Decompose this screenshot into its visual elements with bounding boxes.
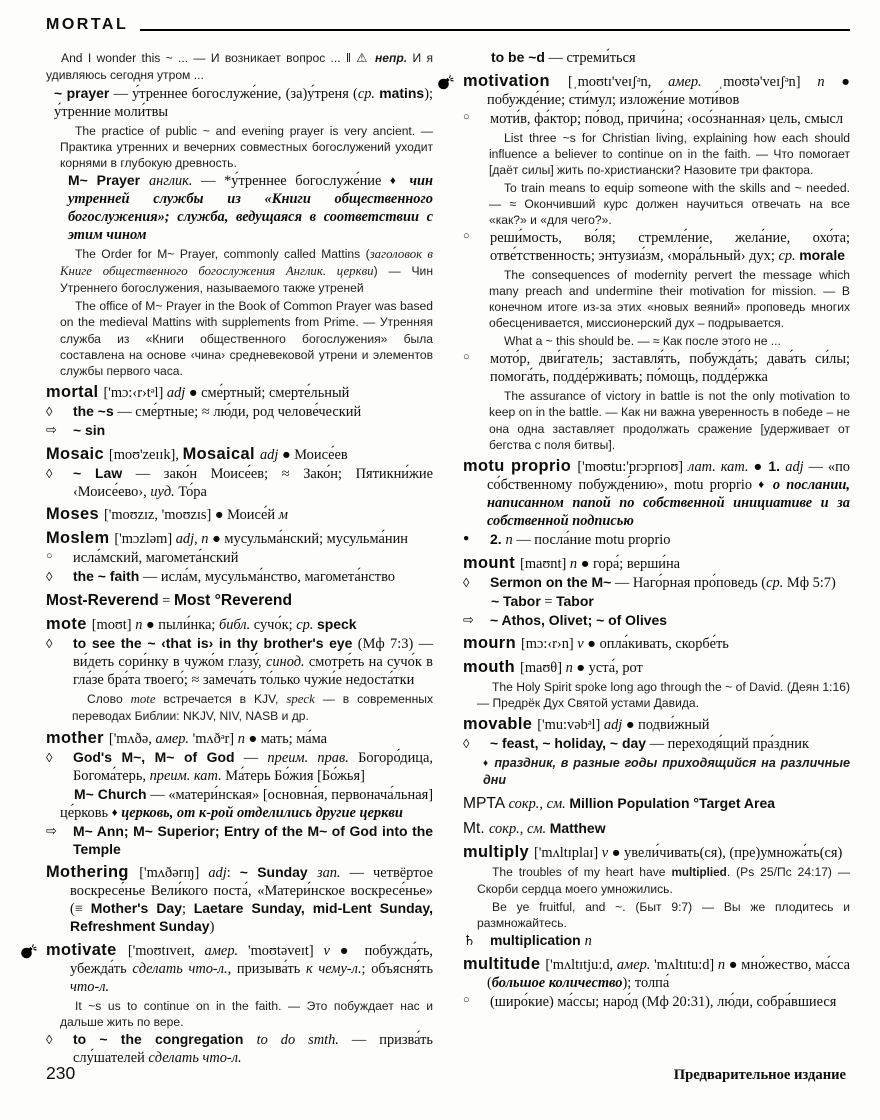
text-segment: ● мать; ма́ма [244, 730, 328, 747]
text-segment: ● [748, 459, 769, 476]
text-segment: ['mʌltɪtju:d, [545, 957, 617, 974]
entry-line [463, 229, 850, 265]
entry-line [46, 591, 433, 610]
entry-line [463, 716, 850, 734]
text-segment: Mosaic [46, 444, 109, 463]
text-segment: Tabor [556, 592, 594, 609]
entry-line [463, 956, 850, 992]
diamond-marker-icon: ◊ [463, 736, 470, 752]
entry-line [46, 50, 433, 83]
text-segment: лат. кат. [688, 459, 749, 476]
text-segment: n [569, 555, 578, 572]
text-segment: v [323, 942, 330, 959]
text-segment: — «матери́нская» [основна́я, первонача́льная] це́рковь [60, 786, 433, 821]
text-segment: mount [463, 553, 521, 572]
diamond-marker-icon: ◊ [46, 404, 53, 420]
text-segment: Million Population °Target Area [569, 795, 775, 812]
entry-line [491, 49, 850, 67]
text-segment: to see the ~ ‹that is› in thy brother's eye [73, 635, 353, 652]
text-segment: n [584, 933, 592, 950]
entry-line [46, 422, 433, 440]
text-segment: ['mʌðə, [108, 730, 156, 747]
entry-line [463, 993, 850, 1011]
text-segment: adj [785, 459, 804, 476]
text-segment: Богоро́дица, Богома́терь, [73, 749, 433, 784]
text-segment: непр. [369, 51, 413, 65]
text-segment: — посла́ние motu proprio [512, 532, 671, 549]
text-segment: — зако́н Моисе́ев; ≈ Зако́н; Пятикни́жие ‹Моисе́ево›, [73, 465, 434, 500]
text-segment: 'mʌltɪtu:d] [650, 957, 718, 974]
guide-word: MORTAL [46, 16, 129, 33]
entry-line [46, 568, 433, 586]
text-segment: Слово [87, 692, 131, 707]
entry-line [46, 730, 433, 748]
entry-line [463, 659, 850, 677]
text-segment: ~ Sunday [239, 864, 317, 881]
entry-line [46, 403, 433, 421]
text-segment: [maʊnt] [520, 555, 570, 572]
text-segment: ● подви́жный [622, 717, 710, 734]
entry-line [60, 298, 433, 378]
text-segment: иуд. [150, 483, 175, 500]
entry-line [60, 123, 433, 171]
text-segment: преим. прав. [267, 749, 349, 766]
text-segment: To train means to equip someone with the skills and ~ needed. — ≈ Окончивший курс должен научиться отвечать на все «как?» и «для чего?». [489, 180, 850, 227]
text-segment: встречается в KJV, [155, 692, 287, 707]
entry-line [463, 350, 850, 386]
diamond-deco-icon: ♦ [483, 758, 490, 770]
text-segment: ) — Чин Утреннего богослужения, называемого также утреней [60, 264, 433, 296]
text-segment: The Order for M~ Prayer, commonly called Mattins ( [75, 247, 370, 262]
text-segment: multiplication [490, 932, 585, 949]
entry-line [463, 819, 850, 838]
text-segment: сделать что-л. [132, 960, 228, 977]
text-segment: праздник, в разные годы приходящийся на различные дни [483, 756, 850, 788]
entry-line [463, 932, 850, 951]
text-segment: — четвёртое воскресе́нье Вели́кого поста́, «Матери́нское воскресе́нье» (≡ [70, 865, 433, 918]
text-segment: — Наго́рная про́поведь ( [611, 574, 767, 591]
text-segment: Mosaical [182, 444, 260, 463]
text-segment: амер. [204, 942, 239, 959]
entry-line [477, 899, 850, 931]
entry-line [46, 446, 433, 464]
text-segment: multiply [463, 843, 534, 862]
diamond-marker-icon: ◊ [46, 749, 53, 765]
text-segment: что-л. [70, 978, 110, 995]
entry-line [477, 864, 850, 897]
text-segment: Moslem [46, 528, 115, 547]
text-segment: То́ра [174, 483, 207, 500]
text-segment: ср. [357, 85, 376, 102]
text-segment: mote [130, 692, 156, 707]
text-segment: — [234, 749, 268, 766]
bomb-icon [437, 74, 455, 95]
text-segment: . (Ps 25/Пс 24:17) — Скорби сердца моего умножились. [477, 865, 850, 896]
entry-line [68, 172, 433, 244]
text-segment: Most °Reverend [173, 592, 292, 610]
text-segment: M~ Prayer [68, 172, 149, 189]
text-segment: И я удивляюсь сегодня утром ... [46, 51, 433, 82]
text-segment: смотре́ть на сучо́к в гла́зе бра́та твоего́; ≈ замеча́ть то́лько чужи́е недоста́тки [73, 654, 433, 689]
text-segment: ● Моисе́ев [278, 446, 348, 463]
text-segment: Be ye fruitful, and ~. (Быт 9:7) — Вы же плодитесь и размножайтесь. [477, 899, 850, 931]
text-segment: моти́в, фа́ктор; по́вод, причи́на; ‹осо́знанная› цель, смысл [490, 110, 844, 127]
text-segment: Sermon on the M~ [490, 573, 612, 590]
bomb-icon [20, 943, 38, 964]
text-segment: ● побужда́ть, убежда́ть [70, 942, 433, 977]
text-segment: ['mʌltɪplaɪ] [534, 845, 602, 862]
text-segment: амер. [668, 73, 702, 90]
text-segment: 'mʌðᵊr] [189, 730, 238, 747]
circle-marker-icon: ○ [463, 994, 470, 1007]
text-segment: The office of M~ Prayer in the Book of Common Prayer was based on the medieval Mattins with supplements from Prime. — Утренняя служба из «Книги общественного богослужения» была составлена на основе ‹чина› средневековой утрени и элементов службы первого часа. [60, 299, 433, 378]
text-segment: ● уста́, рот [572, 659, 643, 676]
entry-line [46, 749, 433, 785]
diamond-deco-icon: ♦ [389, 175, 401, 188]
text-segment: ● сме́ртный; смерте́льный [185, 385, 350, 402]
text-segment: n [565, 659, 573, 676]
text-segment: заголовок в Книге общественного богослужения Англик. церкви [60, 247, 433, 279]
text-segment: mourn [463, 634, 521, 653]
text-segment: Ма́терь Бо́жия [Бо́жья] [221, 767, 365, 784]
text-segment: n [237, 730, 245, 747]
text-segment: ● побужде́ние; сти́мул; изложе́ние моти́вов [487, 73, 850, 108]
text-segment: movable [463, 715, 538, 734]
text-segment: ['moʊtu:'prɔprɪoʊ] [577, 459, 689, 476]
text-segment: : [226, 865, 240, 882]
circle-marker-icon: ○ [463, 110, 470, 123]
left-column [46, 48, 433, 1067]
text-segment: speck [286, 692, 315, 707]
circle-marker-icon: ○ [463, 351, 470, 364]
text-segment: ~ Law [73, 464, 123, 481]
text-segment: mote [46, 615, 92, 634]
text-segment: mortal [46, 383, 104, 402]
text-segment: сокр., см. [489, 821, 547, 838]
text-segment: multitude [463, 955, 546, 974]
text-segment: ['mu:vəbᵊl] [537, 717, 604, 734]
text-segment: мото́р, дви́гатель; заставля́ть, побужда́ть; дава́ть си́лы; помога́ть, подде́рживать; по́мощь, подде́ржка [490, 351, 850, 386]
text-segment: ~ Tabor [491, 592, 541, 609]
arrow-marker-icon: ⇨ [463, 612, 474, 628]
arrow-marker-icon: ⇨ [46, 423, 57, 439]
warning-triangle-icon: ⚠ [356, 50, 370, 65]
text-segment: — *у́треннее богослуже́ние [192, 173, 390, 190]
text-segment: сделать что-л. [148, 1050, 242, 1067]
text-segment: — сме́ртные; ≈ лю́ди, род челове́ческий [113, 404, 362, 421]
text-segment: the ~ faith [73, 567, 140, 584]
text-segment: амер. [155, 730, 190, 747]
text-segment: ['moʊzɪz, 'moʊzɪs] ● Моисе́й [103, 507, 279, 524]
text-segment: [ˌmoʊtɪ'veɪʃᵊn, [568, 73, 669, 90]
entry-line [489, 180, 850, 228]
text-segment: to be ~d [491, 49, 545, 65]
text-segment: — в современных переводах Библии: NKJV, NIV, NASB и др. [72, 692, 433, 724]
entry-line [72, 691, 433, 724]
diamond-marker-icon: ◊ [46, 636, 53, 652]
text-segment: преим. кат. [149, 767, 222, 784]
page-number: 230 [46, 1063, 76, 1083]
entry-line [46, 823, 433, 859]
text-segment: м [278, 507, 288, 524]
entry-line [463, 555, 850, 573]
text-segment: ~ prayer [54, 84, 110, 101]
text-segment: speck [317, 616, 357, 633]
text-segment: ~ Athos, Olivet; ~ of Olives [490, 611, 668, 628]
text-segment: чин утренней службы из «Книги общественного богослужения»; служба, ведущаяся в соответствии с этим чином [68, 173, 433, 244]
text-segment: adj, n [175, 530, 209, 547]
entry-line [477, 679, 850, 711]
entry-line [60, 786, 433, 822]
text-segment: n [717, 957, 726, 974]
text-segment: The assurance of victory in battle is not the only motivation to keep on in the battle. — Как ни важна уверенность в победе – не она одна заставляет продолжать сражение [удерживает от бегства с поля битвы]. [489, 389, 850, 452]
text-segment: ['mɔzləm] [114, 530, 176, 547]
text-segment: , призыва́ть [227, 960, 306, 977]
text-segment: The consequences of modernity pervert the message which many preach and undermine their motivation for mission. — В конечном итоге из-за этих «новых веяний» проповедь многих обесценивается, миссионерский дух – подрывается. [489, 267, 850, 331]
text-segment: ● мно́жество, ма́сса ( [487, 957, 850, 992]
text-segment: сучо́к; [250, 617, 297, 634]
text-segment: n [135, 617, 143, 634]
text-segment: церковь, от к-рой отделились другие церкви [117, 804, 403, 821]
text-segment: adj [259, 446, 279, 463]
bullet-marker-icon: ● [463, 533, 470, 545]
entry-line [60, 246, 433, 296]
text-segment: v [601, 845, 609, 862]
text-segment: = [158, 593, 174, 610]
entry-line [463, 612, 850, 630]
text-segment: What a ~ this should be. — ≈ Как после этого не ... [504, 334, 781, 349]
text-segment: n [505, 532, 513, 549]
text-segment: ● увели́чивать(ся), (пре)умножа́ть(ся) [608, 845, 843, 862]
text-segment: 1. [768, 458, 786, 475]
entry-line [463, 110, 850, 128]
text-segment: Most-Reverend [46, 592, 159, 610]
arrow-marker-icon: ⇨ [46, 823, 57, 839]
text-segment: adj [166, 385, 186, 402]
entry-line [463, 735, 850, 753]
diamond-marker-icon: ◊ [46, 568, 53, 584]
entry-line [46, 942, 433, 996]
text-segment: motivation [463, 71, 568, 90]
entry-line [463, 458, 850, 530]
text-segment: — переходя́щий пра́здник [646, 736, 809, 753]
text-segment: motivate [46, 940, 128, 959]
text-segment: M~ Church [74, 785, 147, 802]
entry-line [46, 506, 433, 524]
text-segment: Laetare Sunday, mid-Lent Sunday, Refreshment Sunday [70, 900, 433, 935]
text-segment: matins [379, 84, 425, 101]
text-segment: adj [603, 717, 623, 734]
text-segment: = [540, 593, 557, 610]
text-segment: 2. [490, 531, 506, 548]
text-segment: амер. [616, 957, 651, 974]
text-segment: ~ sin [73, 422, 106, 439]
entry-line [489, 388, 850, 452]
entry-line [463, 574, 850, 592]
text-segment: Moses [46, 505, 104, 524]
entry-line [46, 1031, 433, 1067]
text-segment: And I wonder this ~ ... — И возникает вопрос ... ‖ [61, 51, 357, 65]
text-segment: Mother's Day [90, 900, 182, 917]
diamond-marker-icon: ◊ [46, 1032, 53, 1048]
entry-line [46, 530, 433, 548]
entry-line [46, 549, 433, 567]
text-segment: mother [46, 728, 109, 747]
text-segment: исла́мский, магомета́нский [73, 549, 239, 566]
text-segment: (Мф 7:3) — ви́деть сори́нку в чужо́м глазу́, [73, 636, 433, 671]
text-segment: to ~ the congregation [73, 1031, 257, 1048]
entry-line [483, 755, 850, 788]
text-segment: ● гора́; верши́на [577, 555, 681, 572]
text-segment: to do smth. [256, 1032, 339, 1049]
text-segment: MPTA [463, 795, 509, 813]
text-segment: [maʊθ] [520, 659, 566, 676]
text-segment: The Holy Spirit spoke long ago through the ~ of David. (Деян 1:16) — Предрёк Дух Святой устами Давида. [477, 679, 850, 710]
text-segment: the ~s [73, 403, 114, 420]
text-segment: adj [208, 865, 227, 882]
text-segment: к чему-л. [306, 960, 362, 977]
text-segment: — у́треннее богослуже́ние, (за)у́треня ( [109, 85, 358, 102]
text-segment: motu proprio [463, 457, 578, 476]
text-segment: God's M~, M~ of God [73, 748, 235, 765]
text-segment: ; [181, 901, 194, 918]
entry-line [463, 531, 850, 549]
circle-marker-icon: ○ [46, 549, 53, 562]
circle-marker-icon: ○ [463, 229, 470, 242]
text-segment: n [817, 73, 825, 90]
text-segment: Mt. [463, 820, 489, 838]
text-segment: ● пыли́нка; [142, 617, 219, 634]
text-segment: Мф 5:7) [783, 574, 836, 591]
text-segment: M~ Ann; M~ Superior; Entry of the M~ of God into the Temple [73, 822, 433, 857]
text-segment: [mɔ:‹r›n] [520, 636, 578, 653]
text-segment: — стреми́ться [544, 50, 636, 66]
entry-line [54, 85, 433, 121]
text-segment: The troubles of my heart have [492, 865, 672, 880]
entry-line [489, 333, 850, 349]
header-rule [140, 29, 850, 31]
text-segment: сокр., см. [508, 796, 566, 813]
text-segment: Mothering [46, 863, 140, 882]
entry-line [463, 635, 850, 653]
text-segment: ● мусульма́нский; мусульма́нин [208, 530, 408, 547]
text-segment: — исла́м, мусульма́нство, магомета́нство [139, 568, 395, 585]
text-segment: ['mʌðərɪŋ] [139, 865, 209, 882]
entry-line [489, 130, 850, 178]
text-segment: ср. [766, 574, 784, 591]
text-segment: List three ~s for Christian living, explaining how each should influence a believer to continue on in the faith. — Что помогает [даёт силы] жить по-христиански? Назовите три фактора. [489, 130, 850, 177]
text-segment: реши́мость, во́ля; стремле́ние, жела́ние, охо́та; отве́тственность; энтузиа́зм, ‹мора́льный› дух; [490, 229, 850, 264]
text-segment: ˌmoʊtə'veɪʃᵊn] [701, 73, 818, 90]
entry-line [489, 267, 850, 331]
text-segment: ср. [778, 247, 796, 264]
entry-line [46, 465, 433, 501]
text-segment: [moʊt] [91, 617, 136, 634]
right-column [463, 48, 850, 1067]
diamond-marker-icon: ◊ [463, 574, 470, 590]
edition-note: Предварительное издание [673, 1067, 846, 1083]
text-segment: mouth [463, 657, 521, 676]
entry-line [46, 635, 433, 689]
text-segment: (широ́кие) ма́ссы; наро́д (Мф 20:31), лю́ди, собра́вшиеся [490, 994, 837, 1011]
diamond-deco-icon: ♦ [758, 479, 767, 492]
text-segment: ['moʊtɪveɪt, [127, 942, 205, 959]
diamond-deco-icon: ♦ [111, 806, 118, 819]
text-segment: Matthew [549, 820, 606, 837]
text-segment: большое количество [491, 975, 623, 992]
entry-line [491, 593, 850, 611]
text-segment: зап. [316, 865, 341, 882]
text-segment: ● опла́кивать, скорбе́ть [583, 636, 729, 653]
entry-line [463, 794, 850, 813]
diamond-marker-icon: ◊ [46, 465, 53, 481]
text-segment: о послании, написанном папой по собственной инициативе и за собственной подписью [487, 477, 850, 530]
text-segment: англик. [148, 173, 193, 190]
text-segment: — «по со́бственному побужде́нию», motu proprio [487, 459, 850, 494]
text-segment: 'moʊtəveɪt] [238, 942, 324, 959]
text-segment: multiplied [671, 866, 727, 880]
text-segment: ['mɔ:‹r›tᵊl] [103, 385, 167, 402]
page-header [46, 16, 850, 34]
text-segment: ~ feast, ~ holiday, ~ day [490, 735, 647, 752]
entry-line [46, 864, 433, 936]
text-segment: It ~s us to continue on in the faith. — Это побуждает нас и дальше жить по вере. [60, 998, 433, 1029]
entry-line [46, 384, 433, 402]
text-segment: [moʊ'zeɪɪk], [108, 446, 183, 463]
text-segment: ) [209, 919, 215, 936]
entry-line [60, 998, 433, 1030]
entry-line [463, 73, 850, 109]
text-segment: ; объясня́ть [361, 960, 434, 977]
columns [46, 48, 850, 1067]
derivation-marker-icon: ♄ [463, 933, 476, 950]
text-segment: — призва́ть слу́шателей [73, 1032, 433, 1067]
text-segment: ); у́тренние моли́твы [54, 85, 433, 120]
text-segment: morale [799, 246, 846, 263]
text-segment: ); толпа́ [622, 975, 670, 992]
entry-line [463, 844, 850, 862]
text-segment: v [577, 636, 584, 653]
entry-line [46, 616, 433, 634]
text-segment: синод. [265, 654, 305, 671]
text-segment: ср. [296, 617, 314, 634]
text-segment: библ. [219, 617, 251, 634]
text-segment: The practice of public ~ and evening prayer is very ancient. — Практика утренних и вечерних совместных богослужений уходит корнями в глубокую древность. [60, 123, 433, 171]
page-footer [46, 1063, 846, 1084]
